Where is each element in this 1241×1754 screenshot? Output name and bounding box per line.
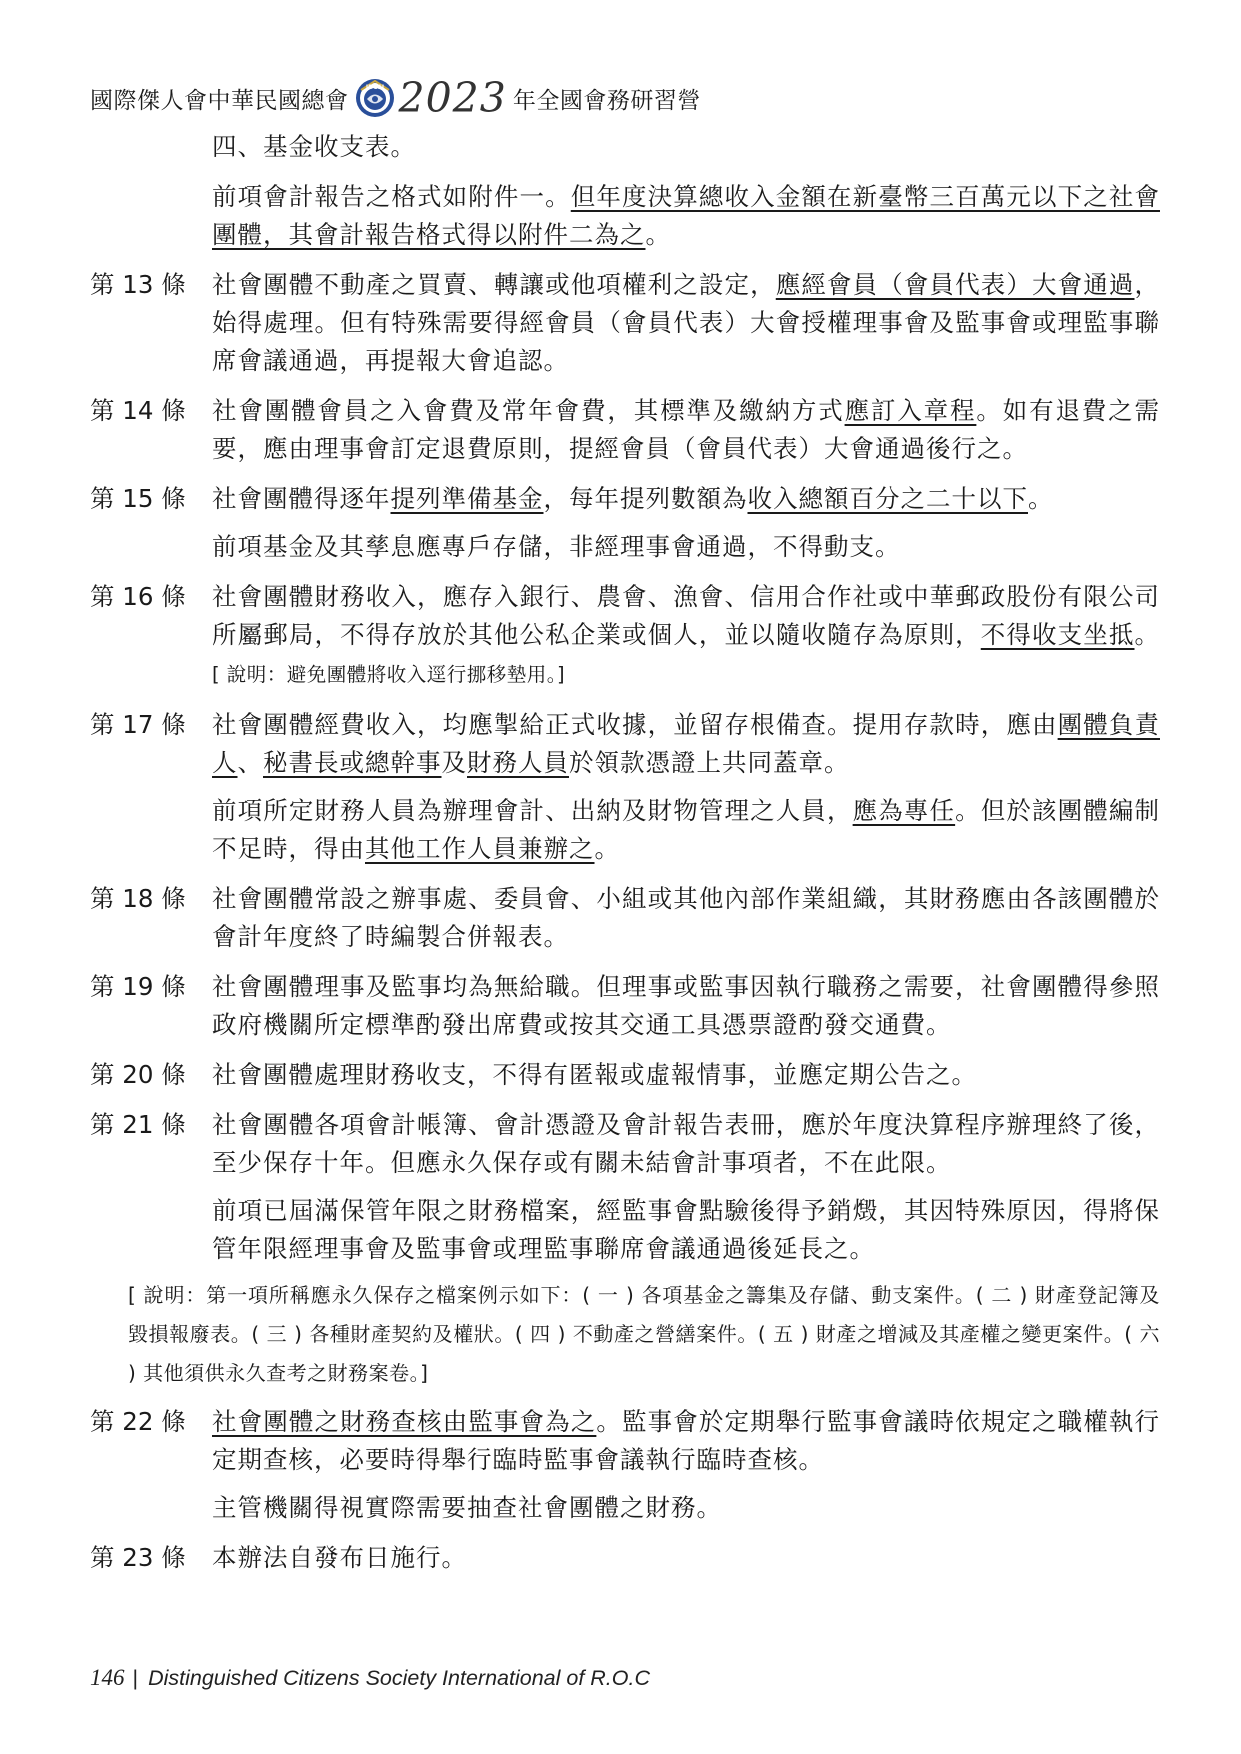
- article-number: 第 19 條: [90, 972, 186, 1001]
- article-17: 第 17 條 社會團體經費收入，均應掣給正式收據，並留存根備查。提用存款時，應由團體負責人、秘書長或總幹事及財務人員於領款憑證上共同蓋章。: [90, 706, 1160, 782]
- organization-emblem-icon: [355, 78, 395, 118]
- article-15: 第 15 條 社會團體得逐年提列準備基金，每年提列數額為收入總額百分之二十以下。: [90, 480, 1160, 518]
- article-22: 第 22 條 社會團體之財務查核由監事會為之。監事會於定期舉行監事會議時依規定之職權執行定期查核，必要時得舉行臨時監事會議執行臨時查核。: [90, 1403, 1160, 1479]
- article-19: 第 19 條 社會團體理事及監事均為無給職。但理事或監事因執行職務之需要，社會團體得參照政府機關所定標準酌發出席費或按其交通工具憑票證酌發交通費。: [90, 968, 1160, 1044]
- list-item-four: 四、基金收支表。: [212, 132, 416, 161]
- article-23: 第 23 條 本辦法自發布日施行。: [90, 1539, 1160, 1577]
- article-number: 第 17 條: [90, 710, 186, 739]
- article-16-note: [ 說明：避免團體將收入逕行挪移墊用。]: [212, 663, 566, 686]
- page-number: 146: [90, 1665, 125, 1690]
- header-year: 2023: [398, 74, 507, 122]
- article-number: 第 16 條: [90, 582, 186, 611]
- document-body: [90, 128, 1160, 1589]
- article-15-paragraph-2: 前項基金及其孳息應專戶存儲，非經理事會通過，不得動支。: [212, 532, 901, 561]
- article-16: 第 16 條 社會團體財務收入，應存入銀行、農會、漁會、信用合作社或中華郵政股份有限公司所屬郵局，不得存放於其他公私企業或個人，並以隨收隨存為原則，不得收支坐抵。[ 說明：避免團體將收入逕行挪移墊用。]: [90, 578, 1160, 694]
- header-org-name: 國際傑人會中華民國總會: [90, 87, 349, 114]
- article-22-paragraph-2: 主管機關得視實際需要抽查社會團體之財務。: [212, 1493, 722, 1522]
- article-number: 第 21 條: [90, 1110, 186, 1139]
- article-number: 第 15 條: [90, 484, 186, 513]
- article-13: 第 13 條 社會團體不動產之買賣、轉讓或他項權利之設定，應經會員（會員代表）大會通過，始得處理。但有特殊需要得經會員（會員代表）大會授權理事會及監事會或理監事聯席會議通過，再提報大會追認。: [90, 266, 1160, 380]
- emblem-text: IDCSI: [365, 84, 384, 91]
- page-footer: [90, 1665, 650, 1691]
- article-18: 第 18 條 社會團體常設之辦事處、委員會、小組或其他內部作業組織，其財務應由各該團體於會計年度終了時編製合併報表。: [90, 880, 1160, 956]
- article-number: 第 14 條: [90, 396, 186, 425]
- article-21-note: [ 說明：第一項所稱應永久保存之檔案例示如下：( 一 ) 各項基金之籌集及存儲、動支案件。( 二 ) 財產登記簿及毀損報廢表。( 三 ) 各種財產契約及權狀。( 四 ) 不動產之營繕案件。( 五 ) 財產之增減及其產權之變更案件。( 六 ) 其他須供永久查考之財務案卷。]: [128, 1283, 1160, 1385]
- article-number: 第 22 條: [90, 1407, 186, 1436]
- page-header: [90, 76, 701, 120]
- footer-title: Distinguished Citizens Society International of R.O.C: [148, 1665, 650, 1690]
- article-21: 第 21 條 社會團體各項會計帳簿、會計憑證及會計報告表冊，應於年度決算程序辦理終了後，至少保存十年。但應永久保存或有關未結會計事項者，不在此限。: [90, 1106, 1160, 1182]
- header-event-name: 年全國會務研習營: [512, 87, 701, 114]
- article-21-paragraph-2: 前項已屆滿保管年限之財務檔案，經監事會點驗後得予銷燬，其因特殊原因，得將保管年限經理事會及監事會或理監事聯席會議通過後延長之。: [212, 1196, 1160, 1263]
- article-number: 第 23 條: [90, 1543, 186, 1572]
- format-paragraph: 前項會計報告之格式如附件一。但年度決算總收入金額在新臺幣三百萬元以下之社會團體，其會計報告格式得以附件二為之。: [212, 182, 1160, 249]
- article-14: 第 14 條 社會團體會員之入會費及常年會費，其標準及繳納方式應訂入章程。如有退費之需要，應由理事會訂定退費原則，提經會員（會員代表）大會通過後行之。: [90, 392, 1160, 468]
- footer-separator: |: [132, 1665, 139, 1690]
- article-number: 第 20 條: [90, 1060, 186, 1089]
- article-number: 第 18 條: [90, 884, 186, 913]
- article-17-paragraph-2: 前項所定財務人員為辦理會計、出納及財物管理之人員，應為專任。但於該團體編制不足時，得由其他工作人員兼辦之。: [212, 796, 1160, 863]
- article-20: 第 20 條 社會團體處理財務收支，不得有匿報或虛報情事，並應定期公告之。: [90, 1056, 1160, 1094]
- article-number: 第 13 條: [90, 270, 186, 299]
